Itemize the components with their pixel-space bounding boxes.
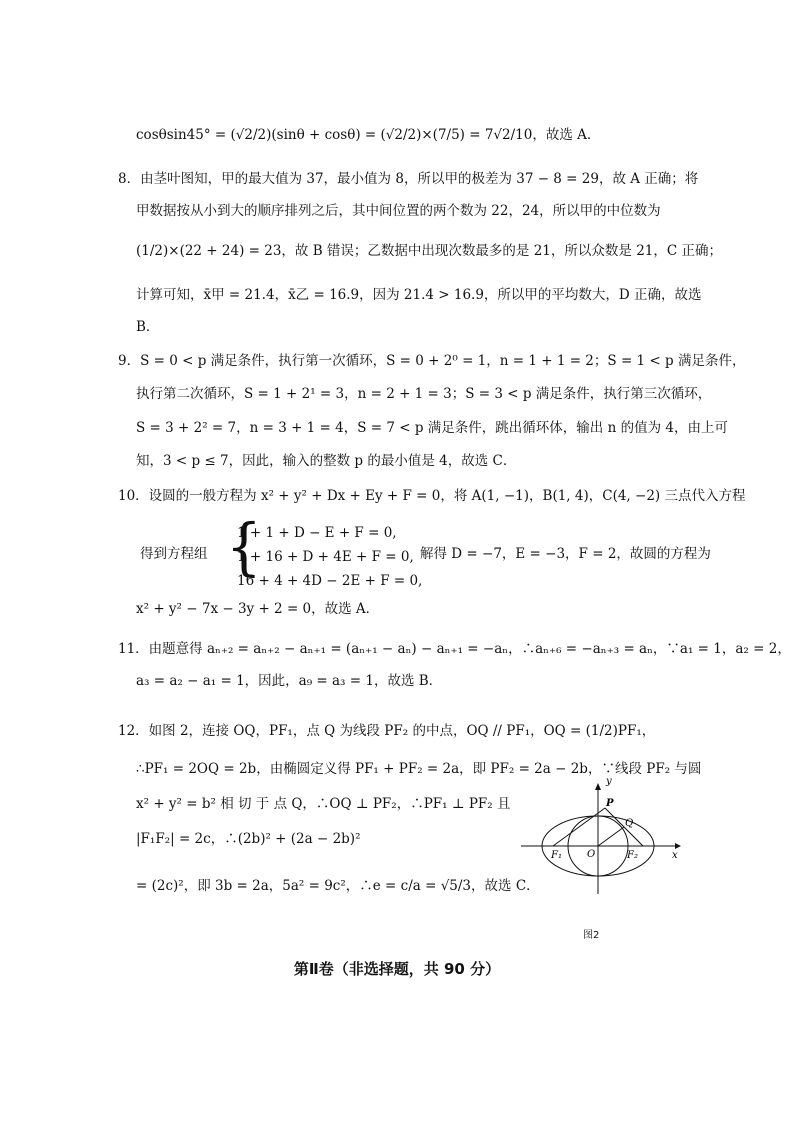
y-axis-arrow [595,783,601,790]
label-y: y [606,778,612,787]
q11-line-1: 11．由题意得 aₙ₊₂ = aₙ₊₂ − aₙ₊₁ = (aₙ₊₁ − aₙ) − aₙ₊₁ = −aₙ，∴aₙ₊₆ = −aₙ₊₃ = aₙ，∵a₁ = 1，a₂ = 2， [118,641,791,657]
q8-line-2: 甲数据按从小到大的顺序排列之后，其中间位置的两个数为 22，24，所以甲的中位数为 [136,203,661,219]
q12-line-3: x² + y² = b² 相 切 于 点 Q，∴OQ ⊥ PF₂，∴PF₁ ⊥ PF₂ 且 [136,796,511,812]
q12-line-5: = (2c)²，即 3b = 2a，5a² = 9c²，∴e = c/a = √5/3，故选 C． [136,878,540,894]
q10-circle-equation: x² + y² − 7x − 3y + 2 = 0，故选 A． [136,601,380,617]
label-f2: F₂ [627,850,638,861]
label-q: Q [625,818,634,829]
x-axis-arrow [675,843,681,849]
q11-line-2: a₃ = a₂ − a₁ = 1，因此，a₉ = a₃ = 1，故选 B． [136,673,443,689]
equation-row-2: 1 + 16 + D + 4E + F = 0, [237,549,414,565]
q10-line-1: 10．设圆的一般方程为 x² + y² + Dx + Ey + F = 0，将 A(1, −1)，B(1, 4)，C(4, −2) 三点代入方程 [118,488,746,504]
label-x: x [672,850,678,861]
equation-row-1: 1 + 1 + D − E + F = 0, [237,525,397,541]
q12-line-4: |F₁F₂| = 2c，∴(2b)² + (2a − 2b)² [136,831,361,847]
q8-line-4: 计算可知，x̄甲 = 21.4，x̄乙 = 16.9，因为 21.4 > 16.9，所以甲的平均数大，D 正确，故选 [136,287,702,303]
label-o: O [587,849,596,860]
equation-row-3: 16 + 4 + 4D − 2E + F = 0, [237,573,423,589]
ellipse-figure [515,778,685,898]
q10-solution: 解得 D = −7，E = −3，F = 2，故圆的方程为 [420,546,711,562]
q9-line-1: 9．S = 0 < p 满足条件，执行第一次循环，S = 0 + 2⁰ = 1，n = 1 + 1 = 2；S = 1 < p 满足条件， [118,353,746,369]
q8-line-1: 8．由茎叶图知，甲的最大值为 37，最小值为 8，所以甲的极差为 37 − 8 = 29，故 A 正确；将 [118,171,699,187]
segment-oq [598,827,624,846]
equation-brace: { [226,511,262,584]
segment-pf1 [553,808,605,846]
label-f1: F₁ [551,850,562,861]
q9-line-2: 执行第二次循环，S = 1 + 2¹ = 3，n = 2 + 1 = 3；S = 3 < p 满足条件，执行第三次循环， [136,386,712,402]
q9-line-4: 知，3 < p ≤ 7，因此，输入的整数 p 的最小值是 4，故选 C． [136,453,517,469]
section-title: 第Ⅱ卷（非选择题，共 90 分） [293,960,501,978]
equation-system [237,521,422,593]
q10-system-intro: 得到方程组 [140,546,208,562]
label-p: P [606,798,614,809]
figure-caption: 图2 [583,930,600,941]
q7-conclusion: cosθsin45° = (√2/2)(sinθ + cosθ) = (√2/2)×(7/5) = 7√2/10，故选 A． [136,127,601,143]
q9-line-3: S = 3 + 2² = 7，n = 3 + 1 = 4，S = 7 < p 满足条件，跳出循环体，输出 n 的值为 4，由上可 [136,420,728,436]
q8-line-3: (1/2)×(22 + 24) = 23，故 B 错误；乙数据中出现次数最多的是 21，所以众数是 21，C 正确； [136,243,722,259]
q8-line-5: B． [136,319,160,335]
q12-line-2: ∴PF₁ = 2OQ = 2b，由椭圆定义得 PF₁ + PF₂ = 2a，即 PF₂ = 2a − 2b，∵线段 PF₂ 与圆 [136,761,702,777]
q12-line-1: 12．如图 2，连接 OQ，PF₁，点 Q 为线段 PF₂ 的中点，OQ // PF₁，OQ = (1/2)PF₁， [118,723,656,739]
